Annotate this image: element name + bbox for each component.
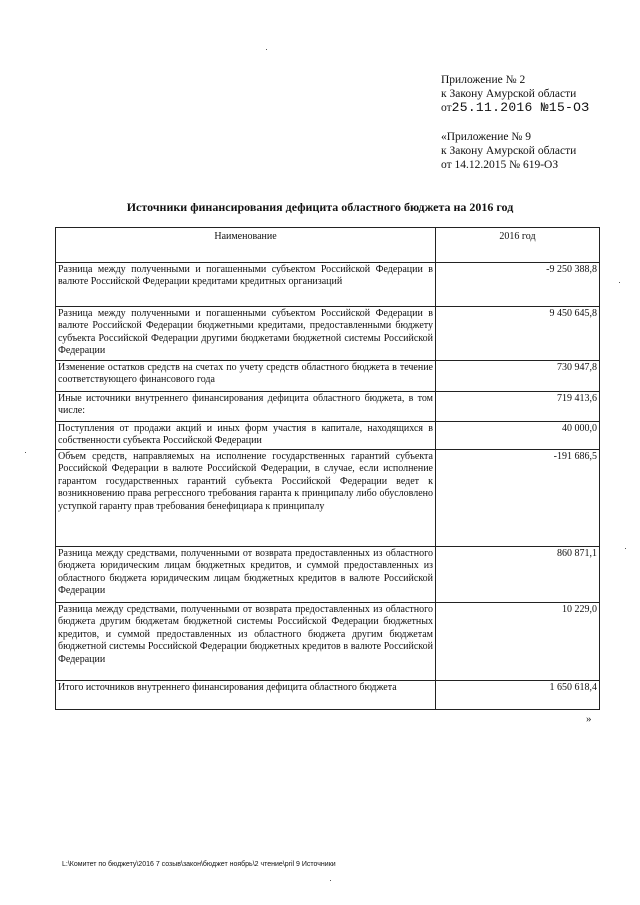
row-name: Разница между полученными и погашенными субъектом Российской Федерации в валюте Российской Федерации кредитами кредитных организаций	[56, 263, 436, 307]
appendix-date-stamp: 25.11.2016 №15-ОЗ	[451, 100, 590, 115]
table-row	[56, 392, 600, 422]
appendix-amended-block	[441, 130, 576, 172]
appendix-number: Приложение № 2	[441, 74, 526, 86]
row-amount: 40 000,0	[436, 422, 600, 450]
header-year: 2016 год	[436, 228, 600, 263]
row-name: Разница между полученными и погашенными субъектом Российской Федерации в валюте Российской Федерации бюджетными кредитами, предоставленными бюджету субъекта Российской Федерации другими бюджетами бюджетной системы Российской Федерации	[56, 307, 436, 361]
table-row	[56, 307, 600, 361]
scan-speck	[619, 282, 620, 283]
total-row-amount: 1 650 618,4	[436, 681, 600, 710]
scan-speck	[625, 548, 626, 549]
document-title: Источники финансирования дефицита областного бюджета на 2016 год	[126, 200, 514, 214]
table-row	[56, 547, 600, 603]
row-name: Поступления от продажи акций и иных форм участия в капитале, находящихся в собственности субъекта Российской Федерации	[56, 422, 436, 450]
row-amount: 860 871,1	[436, 547, 600, 603]
total-row-name: Итого источников внутреннего финансирования дефицита областного бюджета	[56, 681, 436, 710]
closing-quote-mark: »	[586, 713, 592, 725]
file-path-footer: L:\Комитет по бюджету\2016 7 созыв\закон\бюджет ноябрь\2 чтение\pril 9 Источники	[62, 861, 336, 868]
table-row	[56, 361, 600, 392]
row-amount: 730 947,8	[436, 361, 600, 392]
table-total-row	[56, 681, 600, 710]
row-name: Разница между средствами, полученными от возврата предоставленных из областного бюджета другим бюджетам бюджетной системы Российской Федерации бюджетных кредитов, и суммой предоставленных из областного бюджета другим бюджетам бюджетной системы Российской Федерации бюджетных кредитов в валюте Российской Федерации	[56, 603, 436, 681]
row-name: Изменение остатков средств на счетах по учету средств областного бюджета в течение соответствующего финансового года	[56, 361, 436, 392]
table-header-row	[56, 228, 600, 263]
amended-law-reference: к Закону Амурской области	[441, 145, 577, 157]
row-name: Объем средств, направляемых на исполнение государственных гарантий субъекта Российской Федерации в валюте Российской Федерации, в случае, если исполнение гарантом государственных гарантий субъекта Российской Федерации ведет к возникновению права регрессного требования гаранта к принципалу либо обусловлено уступкой гаранту прав требования бенефициара к принципалу	[56, 450, 436, 547]
scan-speck	[266, 49, 267, 50]
amended-law-date: от 14.12.2015 № 619-ОЗ	[441, 159, 559, 171]
scan-speck	[330, 880, 331, 881]
row-amount: 9 450 645,8	[436, 307, 600, 361]
row-amount: -9 250 388,8	[436, 263, 600, 307]
table-row	[56, 263, 600, 307]
row-amount: 10 229,0	[436, 603, 600, 681]
header-name: Наименование	[56, 228, 436, 263]
amended-appendix-number: «Приложение № 9	[441, 131, 531, 143]
table-row	[56, 450, 600, 547]
row-amount: 719 413,6	[436, 392, 600, 422]
table-row	[56, 422, 600, 450]
table-row	[56, 603, 600, 681]
row-name: Иные источники внутреннего финансирования дефицита областного бюджета, в том числе:	[56, 392, 436, 422]
scan-speck	[25, 452, 26, 453]
appendix-law-date	[441, 101, 589, 115]
appendix-date-prefix: от	[441, 102, 452, 114]
row-amount: -191 686,5	[436, 450, 600, 547]
row-name: Разница между средствами, полученными от возврата предоставленных из областного бюджета юридическим лицам бюджетных кредитов, и суммой предоставленных из областного бюджета юридическим лицам бюджетных кредитов в валюте Российской Федерации	[56, 547, 436, 603]
appendix-current-block	[441, 73, 589, 115]
appendix-law-reference: к Закону Амурской области	[441, 88, 577, 100]
financing-sources-table	[55, 227, 600, 710]
